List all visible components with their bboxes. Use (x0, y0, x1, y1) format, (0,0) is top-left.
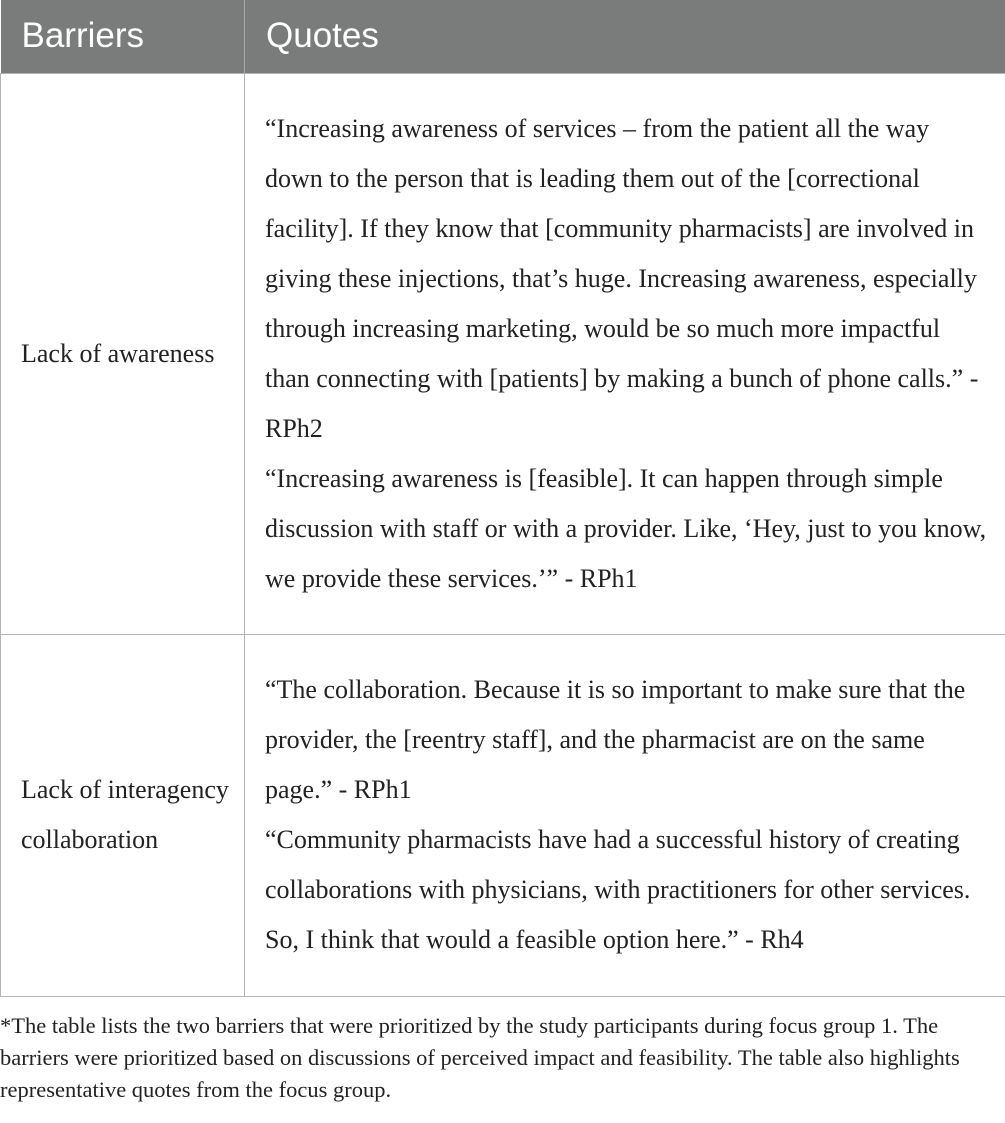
quotes-cell (245, 73, 1005, 634)
column-header-barriers: Barriers (1, 0, 245, 73)
table-footnote: *The table lists the two barriers that were prioritized by the study participants during focus group 1. The barriers were prioritized based on discussions of perceived impact and feasibility. The table also highlights representative quotes from the focus group. (0, 1013, 960, 1102)
barrier-cell: Lack of awareness (1, 73, 245, 634)
table-header-row (1, 0, 1005, 73)
quote-text: “The collaboration. Because it is so important to make sure that the provider, the [reentry staff], and the pharmacist are on the same page.” - RPh1 (265, 675, 966, 804)
quote-text: “Community pharmacists have had a successful history of creating collaborations with physicians, with practitioners for other services. So, I think that would a feasible option here.” - Rh4 (265, 825, 971, 954)
table-row (1, 634, 1005, 996)
quote-text: “Increasing awareness of services – from the patient all the way down to the person that is leading them out of the [correctional facility]. If they know that [community pharmacists] are involved in giving these injections, that’s huge. Increasing awareness, especially through increasing marketing, would be so much more impactful than connecting with [patients] by making a bunch of phone calls.” - RPh2 (265, 113, 979, 443)
column-header-quotes: Quotes (245, 0, 1005, 73)
quote-text: “Increasing awareness is [feasible]. It can happen through simple discussion with staff or with a provider. Like, ‘Hey, just to you know, we provide these services.’” - RPh1 (265, 463, 987, 593)
table-row (1, 73, 1005, 634)
quotes-cell (245, 634, 1005, 996)
barrier-cell: Lack of interagency collaboration (1, 634, 245, 996)
